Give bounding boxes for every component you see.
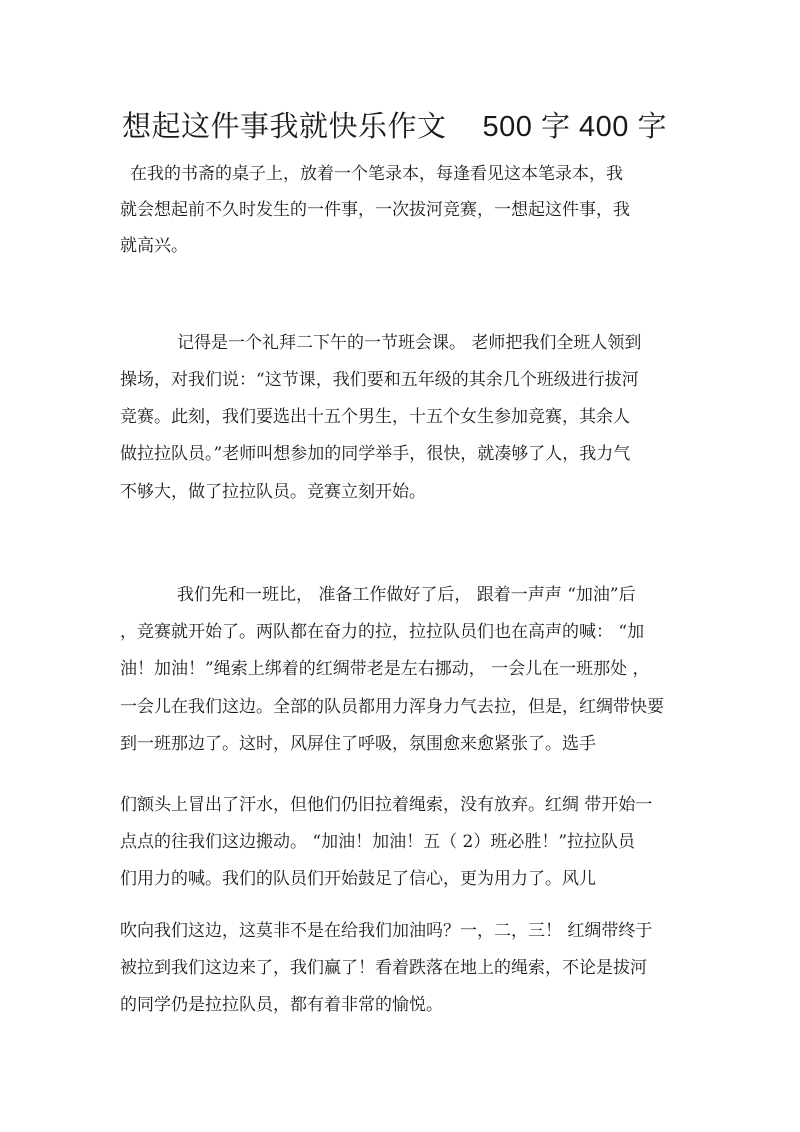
paragraph-line: 操场，对我们说：“这节课，我们要和五年级的其余几个班级进行拔河 bbox=[120, 370, 639, 390]
paragraph-line: 点点的往我们这边搬动。 “加油！加油！五（ 2）班必胜！”拉拉队员 bbox=[120, 832, 636, 852]
paragraph-line: 们用力的喊。我们的队员们开始鼓足了信心，更为用力了。风儿 bbox=[120, 869, 596, 889]
paragraph-line: ，竞赛就开始了。两队都在奋力的拉，拉拉队员们也在高声的喊： “加 bbox=[120, 622, 645, 642]
paragraph-line: 竞赛。此刻，我们要选出十五个男生，十五个女生参加竞赛，其余人 bbox=[120, 407, 630, 427]
title-text: 想起这件事我就快乐作文 bbox=[122, 109, 447, 143]
paragraph-line: 就高兴。 bbox=[120, 236, 188, 256]
paragraph-line: 做拉拉队员。”老师叫想参加的同学举手，很快，就凑够了人，我力气 bbox=[120, 444, 631, 464]
paragraph-line: 在我的书斋的桌子上，放着一个笔录本，每逢看见这本笔录本，我 bbox=[130, 164, 623, 184]
paragraph-line: 油！加油！”绳索上绑着的红绸带老是左右挪动， 一会儿在一班那处 ， bbox=[120, 659, 650, 679]
paragraph-line: 我们先和一班比， 准备工作做好了后， 跟着一声声 “加油”后 bbox=[177, 585, 636, 605]
paragraph-line: 到一班那边了。这时，风屏住了呼吸，氛围愈来愈紧张了。选手 bbox=[120, 734, 596, 754]
paragraph-line: 们额头上冒出了汗水，但他们仍旧拉着绳索，没有放弃。红绸 带开始一 bbox=[120, 795, 653, 815]
paragraph-line: 就会想起前不久时发生的一件事，一次拔河竞赛，一想起这件事，我 bbox=[120, 200, 630, 220]
paragraph-line: 吹向我们这边，这莫非不是在给我们加油吗？一，二，三！ 红绸带终于 bbox=[120, 921, 653, 941]
title-word-count: 500 字 400 字 bbox=[482, 111, 667, 143]
paragraph-line: 不够大，做了拉拉队员。竞赛立刻开始。 bbox=[120, 482, 426, 502]
paragraph-line: 被拉到我们这边来了，我们赢了！看着跌落在地上的绳索，不论是拔河 bbox=[120, 958, 647, 978]
paragraph-line: 记得是一个礼拜二下午的一节班会课。 老师把我们全班人领到 bbox=[177, 333, 642, 353]
page-title bbox=[122, 104, 667, 145]
paragraph-line: 的同学仍是拉拉队员，都有着非常的愉悦。 bbox=[120, 995, 443, 1015]
paragraph-line: 一会儿在我们这边。全部的队员都用力浑身力气去拉，但是，红绸带快要 bbox=[120, 697, 664, 717]
